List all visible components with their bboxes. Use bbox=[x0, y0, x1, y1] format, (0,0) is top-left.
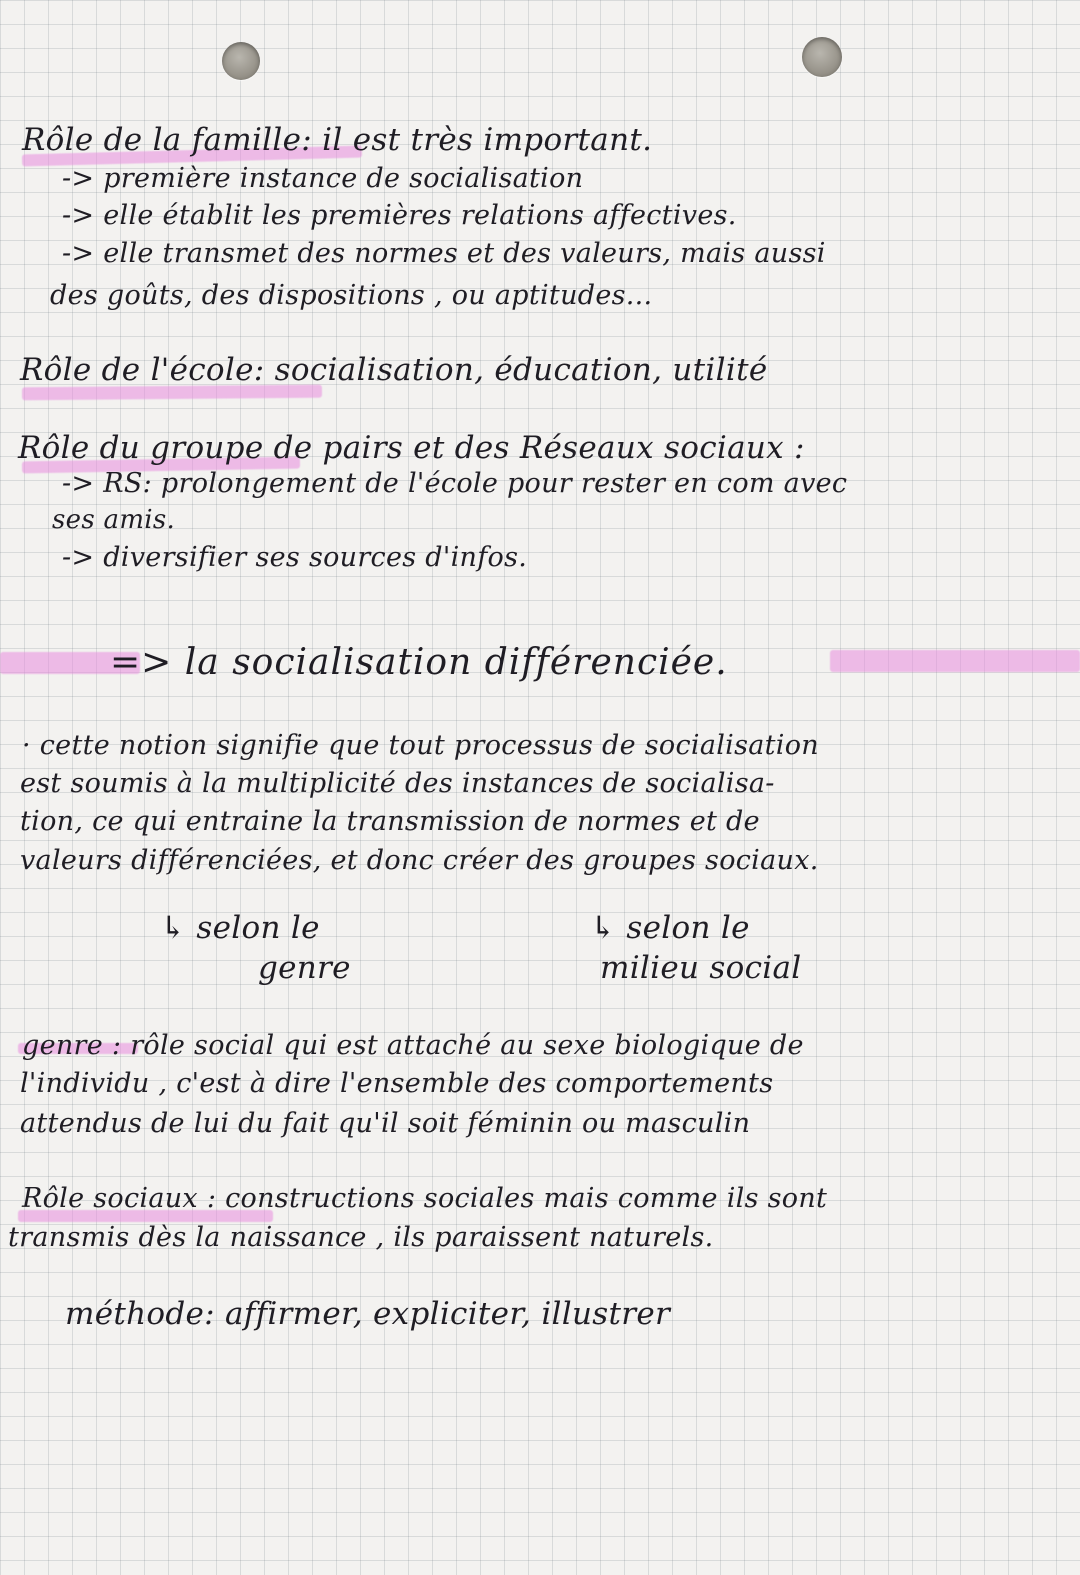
methode-line: méthode: affirmer, expliciter, illustrer bbox=[65, 1296, 671, 1332]
famille-point-2: -> elle établit les premières relations affectives. bbox=[62, 200, 737, 231]
ecole-text: : socialisation, éducation, utilité bbox=[253, 352, 768, 388]
branch-right-2: milieu social bbox=[600, 950, 802, 986]
groupe-point-1-cont: ses amis. bbox=[52, 505, 176, 535]
roles-sociaux-line-1: Rôle sociaux : constructions sociales mais comme ils sont bbox=[22, 1183, 828, 1214]
famille-title: Rôle de la famille bbox=[22, 122, 302, 158]
roles-sociaux-line-2: transmis dès la naissance , ils paraissent naturels. bbox=[8, 1222, 714, 1253]
punch-hole-right bbox=[802, 37, 842, 77]
famille-intro: : il est très important. bbox=[301, 122, 653, 158]
highlight-differenciee-right bbox=[830, 650, 1080, 672]
branch-left-2: genre bbox=[258, 950, 351, 986]
definition-line-4: valeurs différenciées, et donc créer des groupes sociaux. bbox=[20, 845, 819, 876]
genre-line-2: l'individu , c'est à dire l'ensemble des comportements bbox=[20, 1068, 774, 1099]
genre-line-3: attendus de lui du fait qu'il soit féminin ou masculin bbox=[20, 1108, 751, 1139]
definition-line-1: · cette notion signifie que tout processus de socialisation bbox=[22, 730, 819, 761]
ecole-line bbox=[20, 352, 767, 388]
famille-point-3: -> elle transmet des normes et des valeurs, mais aussi bbox=[62, 238, 826, 269]
punch-hole-left bbox=[222, 42, 260, 80]
famille-heading bbox=[22, 122, 652, 158]
branch-left-1: ↳ selon le bbox=[160, 910, 320, 946]
groupe-point-1: -> RS: prolongement de l'école pour rester en com avec bbox=[62, 468, 848, 499]
groupe-point-2: -> diversifier ses sources d'infos. bbox=[62, 542, 528, 573]
differenciee-heading: => la socialisation différenciée. bbox=[110, 642, 728, 683]
ecole-title: Rôle de l'école bbox=[20, 352, 254, 388]
famille-point-4: des goûts, des dispositions , ou aptitudes... bbox=[50, 280, 653, 311]
branch-right-1: ↳ selon le bbox=[590, 910, 750, 946]
groupe-heading: Rôle du groupe de pairs et des Réseaux sociaux : bbox=[18, 430, 805, 466]
famille-point-1: -> première instance de socialisation bbox=[62, 163, 584, 194]
genre-line-1: genre : rôle social qui est attaché au sexe biologique de bbox=[22, 1030, 804, 1061]
definition-line-3: tion, ce qui entraine la transmission de normes et de bbox=[20, 806, 760, 837]
definition-line-2: est soumis à la multiplicité des instances de socialisa- bbox=[20, 768, 775, 799]
